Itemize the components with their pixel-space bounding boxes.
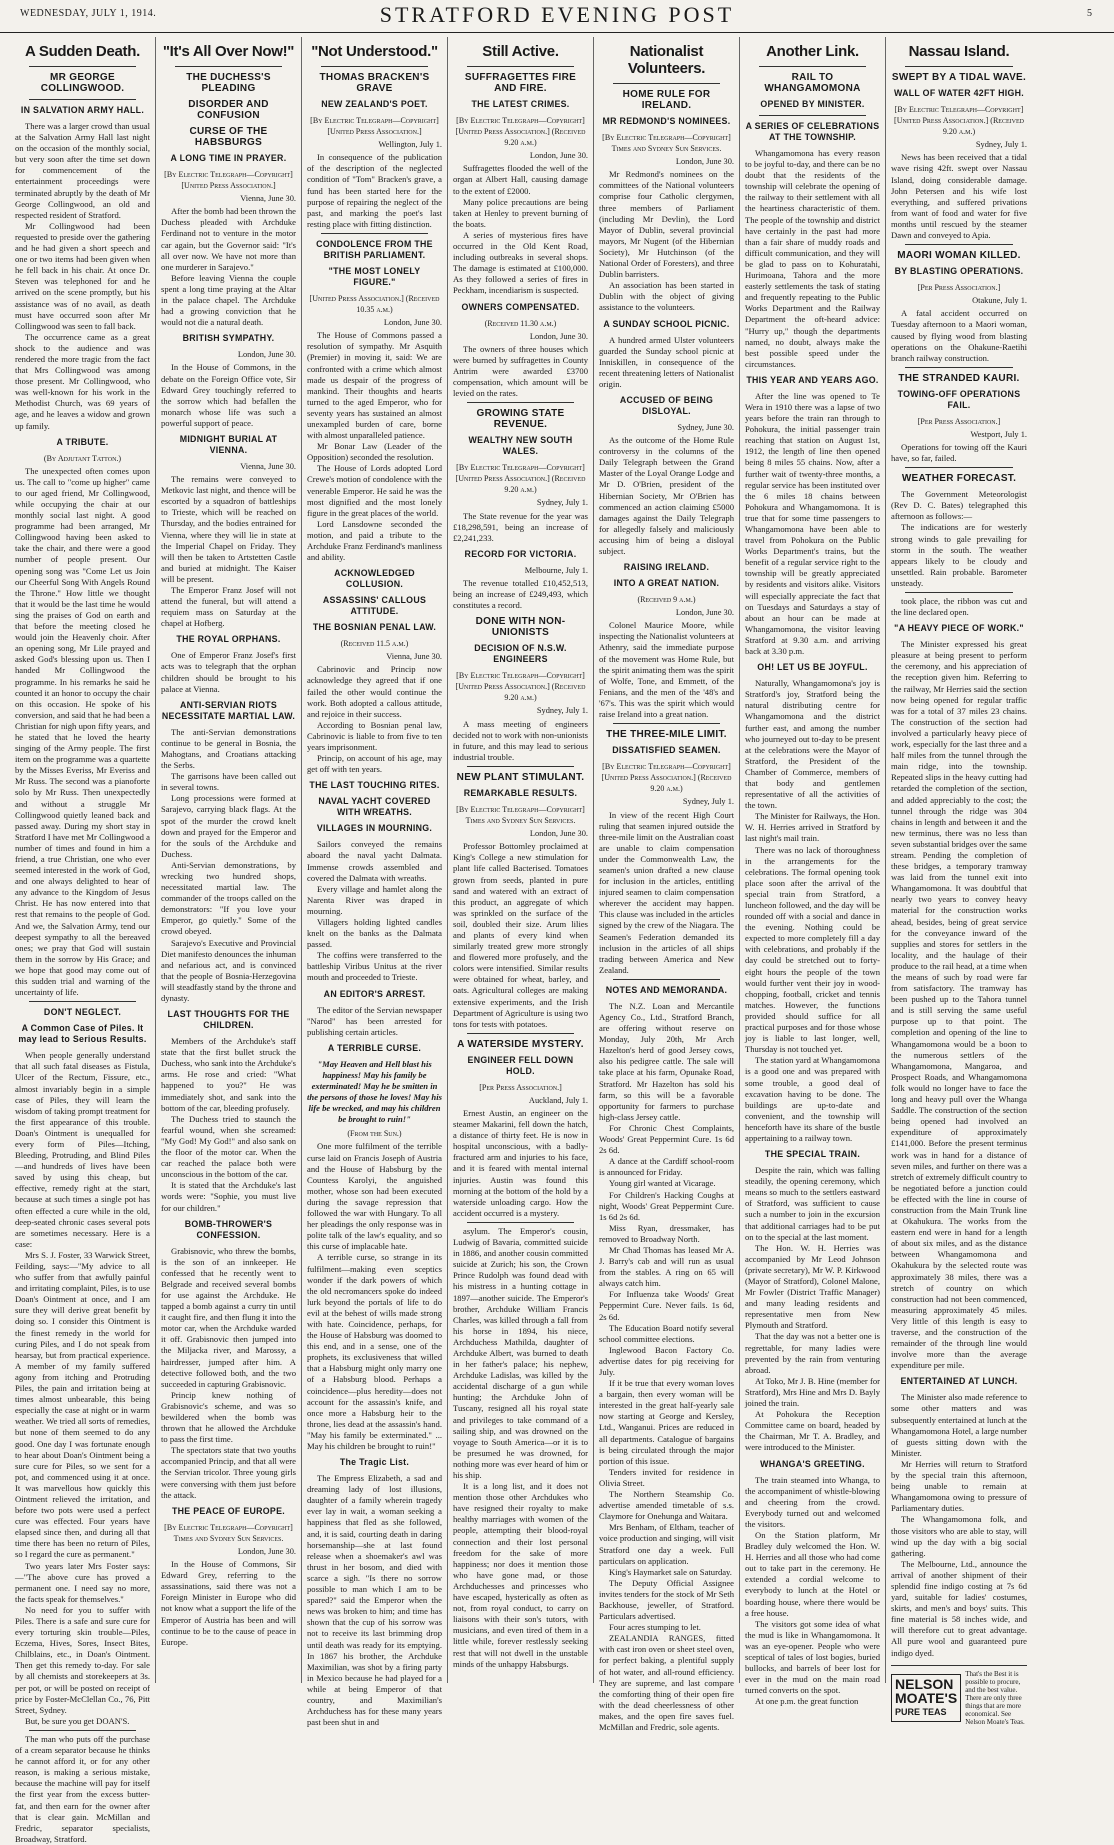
subheading: RAIL TO WHANGAMOMONA <box>764 72 861 94</box>
subheading: A SUNDAY SCHOOL PICNIC. <box>603 318 730 329</box>
subheading: SWEPT BY A TIDAL WAVE. <box>891 72 1027 83</box>
article-paragraph: King's Haymarket sale on Saturday. <box>609 1566 732 1577</box>
article-paragraph: The Minister also made reference to some other matters and was subsequently entertained at lunch at the Whangamomona Hotel, a large number of guests sitting down with the Minister. <box>891 1392 1027 1458</box>
subheading: "A HEAVY PIECE OF WORK." <box>894 623 1024 634</box>
subheading: THE PEACE OF EUROPE. <box>171 1505 286 1516</box>
article-paragraph: As the outcome of the Home Rule controversy in the columns of the Daily Telegraph between the Grand Master of the Loyal Orange Lodge and Mr D. O'Brien, president of the Hibernian Society, Mr O'Brien has commenced an action claiming £5000 damages against the Daily Telegraph for allegedly falsely and maliciously accusing him of being a disloyal subject. <box>599 435 734 556</box>
article-paragraph: The Government Meteorologist (Rev D. C. Bates) telegraphed this afternoon as follows:— <box>891 489 1027 522</box>
dateline: London, June 30. <box>237 350 296 360</box>
subheading: A TRIBUTE. <box>56 436 109 447</box>
article-paragraph: For Children's Hacking Coughs at night, Woods' Great Peppermint Cure. 1s 6d 2s 6d. <box>599 1189 734 1222</box>
subheading: BRITISH SYMPATHY. <box>182 333 275 344</box>
headline-nationalist-volunteers: Nationalist Volunteers. <box>627 43 706 77</box>
subheading: NOTES AND MEMORANDA. <box>605 984 728 995</box>
article-paragraph: According to Bosnian penal law, Cabrinovic is liable to from five to ten years imprisonment. <box>307 719 442 753</box>
subheading: BOMB-THROWER'S CONFESSION. <box>184 1218 273 1240</box>
subheading: A WATERSIDE MYSTERY. <box>457 1038 584 1050</box>
article-paragraph: Naturally, Whangamomona's joy is Stratford's joy, Stratford being the natural distributing centre for Whangamomona and the district further east, and among the number who journeyed out to-day to be present at the celebrations were the Mayor of Stratford, the President of the Chamber of Commerce, members of that body and gentlemen representative of all the activities of the town. <box>745 678 880 811</box>
article-paragraph: Whangamomona has every reason to be joyful to-day, and there can be no doubt that the residents of the township will celebrate the opening of the railway to their settlement with all the heartiness characteristic of them. The people of the township and district have certainly in the past had more than a fair share of muddy roads and difficult communication, and they will be glad to pass on to Kohuratahi, Hurimoana, Tahora and the more easterly settlements the task of stating and frequently repeating to the Public Works Department and the Railway Department the oft-heard advice: "Hurry up," though the departments named, no doubt, always make the best possible speed under the circumstances. <box>745 148 880 369</box>
subheading: OH! LET US BE JOYFUL. <box>757 662 868 673</box>
subheading: THE DUCHESS'S PLEADING <box>186 72 271 94</box>
article-paragraph: The anti-Servian demonstrations continue to be general in Bosnia, the Mahogtans, and Croatians attacking the Serbs. <box>161 726 296 771</box>
article-paragraph: The occurrence came as a great shock to the audience and was rendered the more tragic from the fact that Mrs Collingwood was among those present. Mr Collingwood, who was well-known for his work in the Methodist Church, was 69 years of age, and he leaves a widow and grown up family. <box>15 331 150 431</box>
divider <box>321 233 428 234</box>
column-4 <box>448 37 594 1683</box>
column-2 <box>156 37 302 1683</box>
wire-credit: [United Press Association.] (Received 10.35 a.m.) <box>309 293 440 315</box>
divider <box>759 115 866 116</box>
subheading: DECISION OF N.S.W. ENGINEERS <box>474 643 567 665</box>
subheading: MR REDMOND'S NOMINEES. <box>602 116 731 126</box>
article-paragraph: In view of the recent High Court ruling that seamen injured outside the three-mile limit on the Australian coast are unable to claim compensation under the Commonwealth Law, the seamen's union drafted a new clause for inclusion in the articles, entitling injured seamen to claim compensation wherever the accident may happen. This clause was included in the articles signed by the crew of the Niagara. The Seamen's Federation demanded its inclusion in the articles of all ships trading between America and New Zealand. <box>599 809 734 975</box>
divider <box>905 66 1013 67</box>
article-paragraph: The indications are for westerly strong winds to gale prevailing for storm in the south. The weather appears likely to be cloudy and unsettled. Rain probable. Barometer unsteady. <box>891 522 1027 588</box>
article-paragraph: The Minister for Railways, the Hon. W. H. Herries arrived in Stratford by last night's mail train. <box>745 811 880 844</box>
wire-credit: (Received 9 a.m.) <box>637 595 696 605</box>
article-paragraph: Grabisnovic, who threw the bombs, is the son of an innkeeper. He confessed that he recently went to Belgrade and received several bombs for use against the Archduke. He tapped a bomb against a curry tin until it caught fire, and then flung it into the motor car, when the Archduke warded it off. Grabisnovic then jumped into the Miljacka river, and Marossy, a hairdresser, jumped after him. A detective followed both, and the two succeeded in capturing Grabisnovic. <box>161 1245 296 1389</box>
wire-credit: [By Electric Telegraph—Copyright] Times and Sydney Sun Services. <box>164 1522 293 1543</box>
dateline: Sydney, June 30. <box>677 422 734 432</box>
subheading: RECORD FOR VICTORIA. <box>464 548 577 559</box>
subheading: ENTERTAINED AT LUNCH. <box>900 1376 1018 1387</box>
subheading: DISORDER AND CONFUSION <box>188 99 269 121</box>
advert-brand <box>891 1674 961 1722</box>
article-paragraph: At Toko, Mr J. B. Hine (member for Stratford), Mrs Hine and Mrs D. Bayly joined the train. <box>745 1375 880 1409</box>
divider <box>905 592 1013 593</box>
article-paragraph: The State revenue for the year was £18,298,591, being an increase of £2,241,233. <box>453 510 588 543</box>
article-paragraph: The Whangamomona folk, and those visitors who are able to stay, will wind up the day with a big social gathering. <box>891 1514 1027 1558</box>
dateline: Sydney, July 1. <box>536 706 588 716</box>
article-paragraph: Lord Lansdowne seconded the motion, and paid a tribute to the Archduke Franz Ferdinand's manliness and ability. <box>307 518 442 563</box>
subheading: WHANGA'S GREETING. <box>760 1458 865 1469</box>
article-paragraph: For Influenza take Woods' Great Peppermint Cure. Never fails. 1s 6d, 2s 6d. <box>599 1289 734 1322</box>
article-paragraph: A terrible curse, so strange in its fulfilment—making even sceptics wonder if the dark powers of which the old necromancers spoke do indeed lurk beyond the portals of life to do evil at the behest of wills made strong with hate. Coincidence, perhaps, for the House of Habsburg was doomed to this end, and in a sense, one of the prophets, its exclusiveness that willed that a Habsburg might only marry one of a Habsburg blood. Perhaps a coincidence—plus heredity—does not account for the assassin's knife, and once more a Habsburg heir to the throne, lies dead at the assassin's hand. "May his family be exterminated." ... May his children be brought to ruin!" <box>307 1252 442 1451</box>
subheading: SUFFRAGETTES FIRE AND FIRE. <box>464 72 577 94</box>
dateline: Sydney, July 1. <box>975 140 1027 150</box>
wire-credit: [By Electric Telegraph—Copyright] [United Press Association.] (Received 9.20 a.m.) <box>455 671 586 703</box>
article-paragraph: Inglewood Bacon Factory Co. advertise dates for pig receiving for July. <box>599 1344 734 1377</box>
subheading: HOME RULE FOR IRELAND. <box>622 89 711 111</box>
article-paragraph: The train steamed into Whanga, to the accompaniment of whistle-blowing and cheering from the crowd. Everybody turned out and welcomed the visitors. <box>745 1474 880 1529</box>
subheading: REMARKABLE RESULTS. <box>463 787 578 798</box>
wire-credit: [By Electric Telegraph—Copyright] Times and Sydney Sun Services. <box>456 804 585 826</box>
advert-brand-line: MOATE'S <box>895 1689 958 1706</box>
subheading: THE LATEST CRIMES. <box>471 99 570 109</box>
article-paragraph: A dance at the Cardiff school-room is announced for Friday. <box>599 1156 734 1178</box>
headline-sudden-death: A Sudden Death. <box>25 43 140 60</box>
article-paragraph: There was a larger crowd than usual at the Salvation Army Hall last night on the occasion of the monthly social, but very soon after the time set down for commencement of the entertainment proceedings were terminated abruptly by the death of Mr George Collingwood, an old and respected resident of Stratford. <box>15 121 150 220</box>
advert-brand-line: NELSON <box>895 1675 954 1692</box>
subheading: DISSATISFIED SEAMEN. <box>612 745 721 756</box>
headline-still-active: Still Active. <box>482 43 559 60</box>
subheading: THE LAST TOUCHING RITES. <box>309 780 440 791</box>
divider <box>29 1001 136 1002</box>
article-paragraph: Mr Redmond's nominees on the committees of the National volunteers comprise four Catholic clergymen, three members of Parliament (including Mr Devlin), the Lord Mayor of Dublin, several provincial mayors, Mr Nugent (of the Hibernian Society), Mr Hutchinson (of the National Order of Foresters), and three Dublin barristers. <box>599 169 734 280</box>
subheading: ENGINEER FELL DOWN HOLD. <box>467 1054 574 1076</box>
article-paragraph: Cabrinovic and Princip now acknowledge they agreed that if one failed the other would continue the work. Both adopted a callous attitude, and rejoice in their success. <box>307 664 442 719</box>
subheading: THE SPECIAL TRAIN. <box>764 1149 861 1160</box>
subheading: NEW ZEALAND'S POET. <box>321 99 428 109</box>
article-paragraph: After the bomb had been thrown the Duchess pleaded with Archduke Ferdinand not to venture in the motor car again, but the Governor said: "It's all over now. We have not more than one murderer in Sarajevo." <box>161 206 296 272</box>
divider <box>29 99 136 100</box>
article-paragraph: A hundred armed Ulster volunteers guarded the Sunday school picnic at Inniskillen, in consequence of the recent threatening letters of Nationalist origin. <box>599 334 734 389</box>
article-paragraph: Tenders invited for residence in Olivia Street. <box>599 1466 734 1488</box>
article-paragraph: Two years later Mrs Foster says:—"The above cure has proved a permanent one. I need say no more, the facts speak for themselves." <box>15 1560 150 1604</box>
divider <box>175 66 282 67</box>
dateline: Sydney, July 1. <box>536 498 588 508</box>
article-paragraph: After the line was opened to Te Wera in 1910 there was a lapse of two years before the train ran through to Pohokura, the initial passenger train reaching that station on August 1st, 1912, the length of line then opened being 8 miles 55 chains. Now, after a further wait of twenty-three months, a regular service has been instituted over the 6 miles 18 chains between Pohokura and Whangamomona. It is true that for some time passengers to Whangamomona have been able to travel from Pohokura on the Public Works Department's trains, but the benefit of a regular service right to the township will be greatly appreciated by residents and visitors alike. Visitors will especially appreciate the fact that on Tuesdays and Saturdays a stay of about an hour can be made at Whangamomona, the visitor leaving Stratford at 9.30 a.m. and arriving back at 3.30 p.m. <box>745 390 880 657</box>
advert-brand-line: PURE TEAS <box>895 1706 947 1717</box>
article-paragraph: The House of Commons passed a resolution of sympathy. Mr Asquith (Premier) in moving it, said: We are confronted with a crime which almost made us despair of the progress of mankind. Their thoughts and hearts turned to the aged Emperor, who for seventy years has sustained an almost unexampled burden of care, borne with almost unparalleled patience. <box>307 330 442 441</box>
article-paragraph: A mass meeting of engineers decided not to work with non-unionists in future, and this may lead to serious industrial trouble. <box>453 718 588 762</box>
article-paragraph: Mr Herries will return to Stratford by the special train this afternoon, being unable to remain at Whangamomona owing to pressure of Parliamentary duties. <box>891 1458 1027 1514</box>
headline-not-understood: "Not Understood." <box>311 43 438 60</box>
column-6 <box>740 37 886 1707</box>
dateline: London, June 30. <box>675 157 734 167</box>
subheading: NEW PLANT STIMULANT. <box>456 771 585 783</box>
subheading: AN EDITOR'S ARREST. <box>323 988 426 999</box>
article-paragraph: It is stated that the Archduke's last words were: "Sophie, you must live for our children." <box>161 1180 296 1213</box>
column-7 <box>886 37 1032 1726</box>
subheading: ACCUSED OF BEING DISLOYAL. <box>619 394 714 416</box>
subheading: MR GEORGE COLLINGWOOD. <box>40 72 125 94</box>
divider <box>321 66 428 67</box>
article-paragraph: When people generally understand that all such fatal diseases as Fistula, Ulcer of the Rectum, Fissure, etc., almost invariably begin in a simple case of Piles, they will learn the wisdom of taking prompt treatment for the first appearance of this trouble. Doan's Ointment is unequalled for every form of Piles—Itching, Bleeding, Protruding, and Blind Piles—and hundreds of lives have been saved by using this cheap, but effective, remedy right at the start, because at such times a single pot has often effected a cure while in the old, deep-seated chronic cases several pots are sometimes necessary. Here is a case: <box>15 1050 150 1249</box>
article-paragraph: In the House of Commons, Sir Edward Grey, referring to the assassinations, said there was not a Foreign Minister in Europe who did not know what a support the life of the Emperor of Austria has been and will continue to be to the cause of peace in Europe. <box>161 1559 296 1647</box>
dateline: London, June 30. <box>383 318 442 328</box>
article-paragraph: The remains were conveyed to Metkovic last night, and thence will be escorted by a squadron of battleships to Trieste, which will be reached on Thursday, and the bodies entrained for Vienna, where they will lie in state at the Imperial Chapel on Friday. They will then be taken to Artstetten Castle and buried at midnight. The Kaiser will be present. <box>161 474 296 584</box>
subheading: DON'T NEGLECT. <box>43 1007 122 1018</box>
article-paragraph: On the Station platform, Mr Bradley duly welcomed the Hon. W. H. Herries and all those who had come out to take part in the ceremony. He extended a cordial welcome to everybody to lunch at the Hotel or boarding house, where there would be a free house. <box>745 1529 880 1618</box>
article-paragraph: One more fulfilment of the terrible curse laid on Francis Joseph of Austria and the House of Habsburg by the Countess Karolyi, the anguished mother, whose son had been executed during the savage repression that followed the war with Hungary. To all her pleadings the only response was in polite talk of the law's equality, and so this curse of implacable hate. <box>307 1141 442 1252</box>
curse-quote: "May Heaven and Hell blast his happiness! May his family be exterminated! May he be smitten in the persons of those he loves! May his life be wrecked, and may his children be brought to ruin!" <box>307 1058 442 1125</box>
subheading: WEATHER FORECAST. <box>901 473 1017 485</box>
wire-credit: [By Electric Telegraph—Copyright] [United Press Association.] <box>310 116 439 137</box>
divider <box>759 66 866 67</box>
article-paragraph: One of Emperor Franz Josef's first acts was to telegraph that the orphan children should be brought to his palace at Vienna. <box>161 650 296 694</box>
headline-all-over-now: "It's All Over Now!" <box>162 43 295 60</box>
article-paragraph: The garrisons have been called out in several towns. <box>161 771 296 793</box>
article-paragraph: Mr Bonar Law (Leader of the Opposition) seconded the resolution. <box>307 441 442 463</box>
article-paragraph: Miss Ryan, dressmaker, has removed to Broadway North. <box>599 1222 734 1244</box>
wire-credit: [By Electric Telegraph—Copyright] [United Press Association.] (Received 9.20 a.m.) <box>601 762 732 794</box>
article-paragraph: Princip knew nothing of Grabisnovic's scheme, and was so bewildered when the bomb was thrown that he allowed the Archduke to pass the first time. <box>161 1389 296 1445</box>
article-paragraph: Mrs Benham, of Eltham, teacher of voice production and singing, will visit Stratford one day a week. Full particulars on application. <box>599 1522 734 1566</box>
subheading: BY BLASTING OPERATIONS. <box>894 266 1024 277</box>
article-paragraph: Every village and hamlet along the Narenta River was draped in mourning. <box>307 883 442 916</box>
subheading: A LONG TIME IN PRAYER. <box>170 153 287 163</box>
wire-credit: [Per Press Association.] <box>917 283 1001 293</box>
article-paragraph: Princip, on account of his age, may get off with ten years. <box>307 753 442 775</box>
dateline: London, June 30. <box>237 1546 296 1556</box>
newspaper-title: STRATFORD EVENING POST <box>379 2 735 27</box>
article-paragraph: The spectators state that two youths accompanied Princip, and that all were the Servian tricolor. Three young girls were conversing with them just before the attack. <box>161 1445 296 1500</box>
wire-credit: [By Electric Telegraph—Copyright] [United Press Association.] <box>164 170 293 191</box>
article-paragraph: The visitors got some idea of what the mud is like in Whangamomona. It was an eye-opener. People who were sceptical of tales of lost bogies, buried bullocks, and barrels of beer lost for ever in the mud on the main road turned converts on the spot. <box>745 1618 880 1696</box>
article-paragraph: The Minister expressed his great pleasure at being present to perform the ceremony, and his appreciation of the reception given him. Referring to the railway, Mr Herries said the section now being opened for regular traffic was for a total of 37 miles 23 chains. The construction of the section had involved a particularly heavy piece of work, especially for the last three and a half miles from the tunnel through the main ridge, into the township. Repeated slips in the heavy cutting had retarded the completion of the section, and added appreciably to the cost; the tunnel through the ridge was 304 chains in length and between it and the new terminus, there was no less than seven substantial bridges over the same stream. Pending the completion of these bridges, a temporary tramway was laid from the tunnel exit into Whangamomona. It was doubtful that nearly two years to convey heavy material for the construction works ahead, besides, being of great service for the conveyance inward of the supplies and stores for settlers in the locality, and the haulage of their produce to the rail head, at a time when the means of such by road were far from satisfactory. The tramway has been pushed up to the Tahora tunnel and is still serving the same useful purpose up to that point. The completion and opening of the line to Whangamomona would be a boon to the numerous settlers of the Whangamomona, Mangaroa, and Prospect Roads, and Whangamomona folk would no longer have to face the long and heavy pull over the Whanga Saddle. The construction of the section being opened had involved an expenditure of approximately £141,000. Before the present terminus work was in hand for a distance of seven miles, and further on there was a stretch of extremely difficult country to be negotiated before a junction could be effected with the line in course of construction from the Main Trunk line at Okahukura. The works from the eastern end were in hand for a length of about six miles, and as the distance between Whangamomona and Okahukura by the selected route was approximately 38 miles, there was a stretch of country on which construction had not been commenced, measuring approximately 45 miles. Very little of this length is easy to traverse, and the construction of the remainder of the through line would involve more than the average expenditure per mile. <box>891 639 1027 1371</box>
subheading: THE THREE-MILE LIMIT. <box>606 729 727 741</box>
article-paragraph: Operations for towing off the Kauri have, so far, failed. <box>891 441 1027 464</box>
subheading: INTO A GREAT NATION. <box>613 578 720 589</box>
wire-credit: [Per Press Association.] <box>917 416 1001 426</box>
subheading: THE STRANDED KAURI. <box>898 372 1020 384</box>
issue-date: WEDNESDAY, JULY 1, 1914. <box>20 8 157 19</box>
dateline: London, June 30. <box>675 608 734 618</box>
subheading: NAVAL YACHT COVERED WITH WREATHS. <box>318 796 431 818</box>
divider <box>467 402 574 403</box>
subheading: GROWING STATE REVENUE. <box>476 408 565 431</box>
subheading: VILLAGES IN MOURNING. <box>316 823 433 834</box>
headline-another-link: Another Link. <box>766 43 859 60</box>
wire-credit: [Per Press Association.] <box>479 1082 562 1092</box>
article-paragraph: The N.Z. Loan and Mercantile Agency Co., Ltd., Stratford Branch, are offering without reserve on Monday, July 20th, Mr Arch Hazelton's herd of good Jersey cows, also his pedigree cattle. The sale will take place at his farm, Opunake Road, Stratford. Mr Hazelton has sold his farm, so this will be a favorable opportunity for farmers to purchase high-class Jersey cattle. <box>599 1000 734 1122</box>
wire-credit: [By Electric Telegraph—Copyright] [United Press Association.] (Received 9.20 a.m.) <box>455 463 586 495</box>
article-paragraph: took place, the ribbon was cut and the line declared open. <box>891 596 1027 618</box>
article-paragraph: There was no lack of thoroughness in the arrangements for the celebrations. The formal opening took place soon after the arrival of the special train from Stratford, a luncheon followed, and the day will be rounded off with a social and dance in the evening. Nothing could be expected to more completely fill a day with celebrations, and probably if the day could be stretched out to forty-eight hours the people of the town would further vent their joy in wood-chopping, football, cricket and tennis matches. However, the functions provided should suffice for all practical purposes and for those whose joy is liable to last longer, well, Thursday is not touched yet. <box>745 844 880 1055</box>
article-paragraph: Sarajevo's Executive and Provincial Diet manifesto denounces the inhuman and nefarious act, and is convinced that the people of Bosnia-Herzegovina will steadfastly stand by the throne and dynasty. <box>161 937 296 1003</box>
article-paragraph: Colonel Maurice Moore, while inspecting the Nationalist volunteers at Athenry, said the immediate purpose of the movement was Home Rule, but the spirit animating them was the spirit of Wolfe, Tone, and Emmett, of the Fenians, and the men of the '48's and '67's. This was the spirit which would raise Ireland into a great nation. <box>599 620 734 720</box>
wire-credit: [By Electric Telegraph—Copyright] Times and Sydney Sun Services. <box>602 133 731 154</box>
subheading: THE ROYAL ORPHANS. <box>176 634 281 645</box>
article-paragraph: That the day was not a better one is regrettable, for many ladies were prevented by the rain from venturing abroad. <box>745 1331 880 1375</box>
divider <box>29 66 136 67</box>
column-3 <box>302 37 448 1728</box>
subheading: A Common Case of Piles. It may lead to Serious Results. <box>18 1023 147 1045</box>
article-paragraph: Long processions were formed at Sarajevo, carrying black flags. At the spot of the murder the crowd knelt down and prayed for the Emperor and for the souls of the Archduke and Duchess. <box>161 793 296 859</box>
dateline: Melbourne, July 1. <box>524 565 588 575</box>
article-paragraph: The station yard at Whangamomona is a good one and was prepared with some trouble, a good deal of excavation having to be done. The buildings are up-to-date and convenient, and the township will henceforth have its share of the bustle appertaining to a railway town. <box>745 1055 880 1143</box>
divider <box>29 1730 136 1731</box>
article-paragraph: Professor Bottomley proclaimed at King's College a new stimulation for plant life called Bacterised. Tomatoes grown from seeds, planted in pure sand and watered with an extract of this product, an aggregate of which was sprinkled on the surface of the soil, doubled their size. Arum lilies and plants of every kind when similarly treated grew more strongly and flowered more profusely, and the colors were intensified. Similar results were obtained for wheat, barley, and oats. Agricultural colleges are making extensive experiments, and the Irish Department of Agriculture is using two tons for tests with potatoes. <box>453 841 588 1029</box>
advert-tagline: That's the Best it is possible to procure, and the best value. There are only three things that are more economical. See Nelson Moate's Teas. <box>965 1669 1025 1726</box>
article-paragraph: The unexpected often comes upon us. The call to "come up higher" came to our aged friend, Mr Collingwood, while occupying the chair at our monthly social last night. A good programme had been arranged, Mr Collingwood having been asked to take the chair, and there were a good number of people present. Our opening song was "Come Let us Join our Cheerful Song With Angels Round the Throne." How little we thought that it would be the last time he would sing the praises of God on earth and that before the meeting closed he would join the Heavenly choir. After an opening song, Mr Lile prayed and asked God's blessing upon us. Then I handed Mr Collingwood the programme. In his remarks he said he counted it an honor to occupy the chair on this occasion. He spoke of his conversion, and said that he had been a Christian for nigh upon fifty years, and he stated that he loved the hearty singing of the Army people. The first item on the programme was a quartette by the Misses Everiss, Mr Everiss and Mr Russ. The second was a pianoforte solo by Mr Russ. Then unexpectedly and without a struggle Mr Collingwood quietly leaned back and passed away. During my short stay in Stratford I have met Mr Collingwood a number of times and found in him a friend, a true Christian, one who ever seemed interested in the work of God, and one always delighted to hear of any advance to the Kingdom of Jesus Christ. He has now entered into that rest that remains to the people of God. And we, the Salvation Army, tend our deepest sympathy to all the bereaved ones; we pray that God will sustain them in the sorrow by His Grace; and we hope that good may come out of this sudden trial and warning of the uncertainty of life. <box>15 465 150 998</box>
article-paragraph: The Deputy Official Assignee invites tenders for the stock of Mr Seth Backhouse, jeweller, of Stratford. Particulars advertised. <box>599 1577 734 1622</box>
article-paragraph: Before leaving Vienna the couple spent a long time praying at the Altar in the palace chapel. The Archduke had a growing conviction that he would not die a natural death. <box>161 272 296 328</box>
article-paragraph: At Pohokura the Reception Committee came on board, headed by the Chairman, Mr T. A. Bradley, and were introduced to the Minister. <box>745 1409 880 1453</box>
article-paragraph: The House of Lords adopted Lord Crewe's motion of condolence with the venerable Emperor. He said he was the most dignified and the most lonely figure in the great places of the world. <box>307 463 442 518</box>
source-credit: (From the Sun.) <box>347 1129 402 1139</box>
article-paragraph: Four acres stumping to let. <box>609 1622 701 1633</box>
subheading: THOMAS BRACKEN'S GRAVE <box>319 72 430 94</box>
subheading: CURSE OF THE HABSBURGS <box>189 126 268 148</box>
newspaper-columns <box>0 33 1114 1844</box>
article-paragraph: The man who puts off the purchase of a cream separator because he thinks he cannot afford it, or for any other reason, is making a serious mistake, because the machine will pay for itself the first year from the excess butter-fat, and then earn for the owner after that is clear gain. McMillan and Fredric, separator specialists, Broadway, Stratford. <box>15 1733 150 1844</box>
article-paragraph: Suffragettes flooded the well of the organ at Albert Hall, causing damage to the extent of £2000. <box>453 163 588 196</box>
article-paragraph: But, be sure you get DOAN'S. <box>25 1715 130 1726</box>
byline: (By Adjutant Tatton.) <box>43 453 122 463</box>
subheading: LAST THOUGHTS FOR THE CHILDREN. <box>167 1009 290 1031</box>
divider <box>613 979 720 980</box>
divider <box>905 244 1013 245</box>
subheading: IN SALVATION ARMY HALL. <box>20 105 145 115</box>
headline-nassau-island: Nassau Island. <box>908 43 1010 60</box>
divider <box>905 467 1013 468</box>
article-paragraph: The editor of the Servian newspaper "Narod" has been arrested for publishing certain articles. <box>307 1004 442 1037</box>
article-paragraph: It is a long list, and it does not mention those other Archdukes who have resigned their royalty to make healthy marriages with women of the people, attempting their blood-royal connection and their lost personal freedom for the sake of more happiness; nor does it mention those who have gone mad, or those Archduchesses and princesses who have escaped, hysterically as often as not, from royal conduct, to carry on liaisons with their son's tutors, with musicians, and even tired of them in a little while, forever restlessly seeking rest that will not dwell in the unstable minds of the unhappy Habsburgs. <box>453 1481 588 1669</box>
subheading: OWNERS COMPENSATED. <box>461 301 580 312</box>
dateline: Vienna, June 30. <box>240 461 296 471</box>
article-paragraph: Many police precautions are being taken at Henley to prevent burning of the boats. <box>453 196 588 229</box>
dateline: Vienna, June 30. <box>240 194 296 204</box>
subheading: ACKNOWLEDGED COLLUSION. <box>334 568 415 590</box>
subheading: MIDNIGHT BURIAL AT VIENNA. <box>179 433 278 455</box>
subheading: ASSASSINS' CALLOUS ATTITUDE. <box>322 595 427 617</box>
article-paragraph: In the House of Commons, in the debate on the Foreign Office vote, Sir Edward Grey touchingly referred to the sorrow which had befallen the monarch whose life was such a powerful support of peace. <box>161 362 296 428</box>
article-paragraph: The revenue totalled £10,452,513, being an increase of £249,493, which constitutes a record. <box>453 577 588 611</box>
article-paragraph: The owners of three houses which were burned by suffragettes in County Antrim were awarded £3700 compensation, which amount will be levied on the rates. <box>453 343 588 399</box>
wire-credit: [By Electric Telegraph—Copyright] [United Press Association.] (Received 9.20 a.m.) <box>455 116 586 148</box>
wire-credit: (Received 11.30 a.m.) <box>484 318 557 328</box>
article-paragraph: Sailors conveyed the remains aboard the naval yacht Dalmata. Immense crowds assembled and covered the Dalmata with wreaths. <box>307 839 442 883</box>
article-paragraph: Mr Chad Thomas has leased Mr A. J. Barry's cab and will run as usual from the stables. A ring on 65 will always catch him. <box>599 1244 734 1289</box>
dateline: Auckland, July 1. <box>528 1095 588 1105</box>
article-paragraph: The Empress Elizabeth, a sad and dreaming lady of lost illusions, daughter of a family wherein tragedy ever lay in wait, a woman seeking a happiness that fled as she followed, and, it is said, courting death in daring horsemanship—she at last found release when a shoemaker's awl was thrust in her bosom, and died with scarce a sigh. "Is there no sorrow possible to man which I am to be spared?" said the Emperor when the news was broken to him; and time has shown that the cup of his sorrow was not to receive its last brimming drop until death was ready for its emptying. In 1867 his brother, the Archduke Maximilian, was shot by a firing party in Mexico because he had played for a while at being Emperor of that country, and Maximilian's Archduchess has for these many years past been shut in and <box>307 1473 442 1728</box>
page-number: 5 <box>1087 8 1092 19</box>
subheading: WALL OF WATER 42FT HIGH. <box>893 88 1025 98</box>
article-paragraph: Despite the rain, which was falling steadily, the opening ceremony, which means so much to the settlers eastward of Stratford, was sufficient to cause such a number to join in the excursion that additional carriages had to be put on to the special at the last moment. <box>745 1165 880 1242</box>
subheading: ANTI-SERVIAN RIOTS NECESSITATE MARTIAL LAW. <box>161 699 296 721</box>
article-paragraph: Young girl wanted at Vicarage. <box>609 1178 716 1189</box>
divider <box>467 1222 574 1223</box>
article-paragraph: An association has been started in Dublin with the object of giving assistance to the volunteers. <box>599 280 734 313</box>
divider <box>467 66 574 67</box>
subheading: DONE WITH NON-UNIONISTS <box>475 616 566 639</box>
wire-credit: [By Electric Telegraph—Copyright] [United Press Association.] (Received 9.20 a.m.) <box>894 105 1024 137</box>
article-paragraph: News has been received that a tidal wave rising 42ft. swept over Nassau Island, doing considerable damage. John Petersen and his wife lost everything, and suffered privations from want of food and water for five months until rescued by the steamer Dawn and conveyed to Apia. <box>891 152 1027 241</box>
article-paragraph: The Duchess tried to staunch the fearful wound, when she screamed: "My God! My God!" and also sank on the floor of the motor car. When the car reached the palace both were unconscious in the bottom of the car. <box>161 1113 296 1180</box>
dateline: London, June 30. <box>529 829 588 839</box>
divider <box>613 83 720 84</box>
divider <box>613 723 720 724</box>
subheading: The Tragic List. <box>339 1457 410 1468</box>
article-paragraph: Ernest Austin, an engineer on the steamer Makarini, fell down the hatch, a distance of thirty feet. He is now in hospital unconscious, with a badly-fractured arm and injuries to his face, and it is feared with mental internal injuries. Austin was found this morning at the bottom of the hold by a waterside unloading cargo. How the accident occurred is a mystery. <box>453 1108 588 1218</box>
article-paragraph: The Education Board notify several school committee elections. <box>599 1322 734 1344</box>
article-paragraph: The Emperor Franz Josef will not attend the funeral, but will attend a requiem mass on Saturday at the chapel at Hofberg. <box>161 585 296 629</box>
dateline: London, June 30. <box>529 331 588 341</box>
divider <box>467 1033 574 1034</box>
article-paragraph: The Hon. W. H. Herries was accompanied by Mr Leod Johnson (private secretary), Mr W. P. Kirkwood (Mayor of Stratford), Colonel Malone, Mr Fowler (District Traffic Manager) and many leading residents and representative men from New Plymouth and Stratford. <box>745 1242 880 1331</box>
column-1 <box>10 37 156 1844</box>
article-paragraph: A fatal accident occurred on Tuesday afternoon to a Maori woman, caused by flying wood from blasting operations on the Ohakune-Raetihi branch railway construction. <box>891 308 1027 363</box>
article-paragraph: If it be true that every woman loves a bargain, then every woman will be interested in the great half-yearly sale now starting at George and Kersley, Ltd., Wanganui. Prices are reduced in all departments. Catalogue of bargains is being circulated through the major portion of this issue. <box>599 1378 734 1466</box>
article-paragraph: asylum. The Emperor's cousin, Ludwig of Bavaria, committed suicide in 1886, and another cousin committed suicide at Zurich; his son, the Crown Prince Rudolph was found dead with his mistress in a hunting cottage in 1897—another suicide. The Emperor's brother, Archduke William Francis Charles, was killed through a fall from his horse in 1894, his niece, Archduchess Mathilda, daughter of Archduke Albert, was burned to death in her father's palace; his nephew, Archduke Ladislas, was killed by the accidental discharge of a gun while hunting; the Archduke John of Tuscany, resigned all his royal state and privileges to take command of a sailing ship, and was drowned on the voyage to South America—or it is to be presumed he was drowned, for nothing more was ever heard of him or his ship. <box>453 1225 588 1480</box>
dateline: Otakune, July 1. <box>972 296 1027 306</box>
article-paragraph: Members of the Archduke's staff state that the first bullet struck the Duchess, who sank into the Archduke's arms. He rose and cried: "What happened to you?" He was immediately shot, and sank into the bottom of the car, bleeding profusely. <box>161 1036 296 1113</box>
subheading: OPENED BY MINISTER. <box>760 99 865 109</box>
subheading: THIS YEAR AND YEARS AGO. <box>746 374 879 385</box>
subheading: A SERIES OF CELEBRATIONS AT THE TOWNSHIP. <box>745 121 880 142</box>
dateline: Wellington, July 1. <box>378 140 442 150</box>
subheading: A TERRIBLE CURSE. <box>327 1042 422 1053</box>
dateline: Vienna, June 30. <box>386 652 442 662</box>
article-paragraph: Villagers holding lighted candles knelt on the banks as the Dalmata passed. <box>307 916 442 950</box>
divider <box>467 766 574 767</box>
article-paragraph: The Northern Steamship Co. advertise amended timetable of s.s. Claymore for Onehunga and Waitara. <box>599 1489 734 1522</box>
masthead <box>0 0 1114 33</box>
subheading: MAORI WOMAN KILLED. <box>897 250 1021 262</box>
nelson-moate-advert <box>891 1665 1027 1726</box>
divider <box>905 367 1013 368</box>
article-paragraph: Mr Collingwood had been requested to preside over the gathering and he had given a short speech and one or two items had been given when he fell back in his chair. At once Dr. Steven was telephoned for and he arrived on the scene promptly, but his assistance was of no avail, as death must have occurred soon after Mr Collingwood was seen to fall back. <box>15 220 150 331</box>
article-paragraph: ZEALANDIA RANGES, fitted with cast iron oven or sheet steel oven, for perfect baking, a plentiful supply of hot water, and all-round efficiency. They are supreme, and last compare the comforting thing of their open fire with the dead cheerlessness of other makes, and the open fire saves fuel. McMillan and Fredric, sole agents. <box>599 1633 734 1732</box>
wire-credit: (Received 11.5 a.m.) <box>340 639 409 649</box>
subheading: TOWING-OFF OPERATIONS FAIL. <box>897 388 1021 410</box>
subheading: CONDOLENCE FROM THE BRITISH PARLIAMENT. <box>316 238 433 260</box>
dateline: Sydney, July 1. <box>682 797 734 807</box>
subheading: THE BOSNIAN PENAL LAW. <box>312 622 437 633</box>
column-5 <box>594 37 740 1732</box>
article-paragraph: For Chronic Chest Complaints, Woods' Great Peppermint Cure. 1s 6d 2s 6d. <box>599 1122 734 1156</box>
article-paragraph: Mrs S. J. Foster, 33 Warwick Street, Feilding, says:—"My advice to all who suffer from that awfully painful and irritating complaint, Piles, is to use Doan's Ointment at once, and I am sure they will derive great benefit by doing so. I consider this Ointment is the finest remedy in the world for curing Piles, and I do not speak from hearsay, but from practical experience. A member of my family suffered agony from itching and Protruding Piles, the pain and irritation being at times almost unbearable, this being especially the case at night or in warm weather. We tried all sorts of remedies, but none of them seemed to do any good. One day I was fortunate enough to hear about Doan's Ointment being a sure cure for Piles, so we sent for a pot, and commenced using it at once. It was marvellous how quickly this Ointment relieved the irritation, and before two pots were used a perfect cure was effected. Four years have elapsed since then, and during all that time there has been no return of Piles, so I regard the cure as permanent." <box>15 1249 150 1560</box>
article-paragraph: The coffins were transferred to the battleship Viribus Unitus at the river mouth and proceeded to Trieste. <box>307 950 442 983</box>
article-paragraph: The Melbourne, Ltd., announce the arrival of another shipment of their splendid fine indigo costing at 7s 6d yard, suitable for ladies' costumes, skirts, and men's and boys' suits. This fine material is 58 inches wide, and will therefore cut to great advantage. All pure wool and guaranteed pure indigo dyed. <box>891 1558 1027 1658</box>
subheading: RAISING IRELAND. <box>623 562 710 573</box>
article-paragraph: No need for you to suffer with Piles. There is a safe and sure cure for every torturing skin trouble—Piles, Eczema, Hives, Sores, Insect Bites, Chilblains, etc., in Doan's Ointment. Then get this remedy to-day. For sale by all chemists and storekeepers at 3s. per pot, or will be posted on receipt of price by Foster-McClellan Co., 76, Pitt Street, Sydney. <box>15 1604 150 1715</box>
dateline: Westport, July 1. <box>970 429 1027 439</box>
article-paragraph: Anti-Servian demonstrations, by wrecking two hundred shops, necessitated martial law. The commander of the troops called on the demonstrators: "If you love your Emperor, go quietly." Some of the crowd obeyed. <box>161 859 296 937</box>
article-paragraph: In consequence of the publication of the description of the neglected condition of "Tom" Bracken's grave, a fund has been started here for the purpose of repairing the neglect of the past, and marking the poet's last resting place with fitting distinction. <box>307 152 442 229</box>
subheading: WEALTHY NEW SOUTH WALES. <box>468 435 573 457</box>
article-paragraph: A series of mysterious fires have occurred in the Old Kent Road, including outbreaks in several shops. The damage is estimated at £100,000. As they followed a series of fires in Peckham, incendiarism is suspected. <box>453 229 588 296</box>
subheading: "THE MOST LONELY FIGURE." <box>328 265 421 287</box>
dateline: London, June 30. <box>529 151 588 161</box>
article-paragraph: At one p.m. the great function <box>755 1696 859 1707</box>
